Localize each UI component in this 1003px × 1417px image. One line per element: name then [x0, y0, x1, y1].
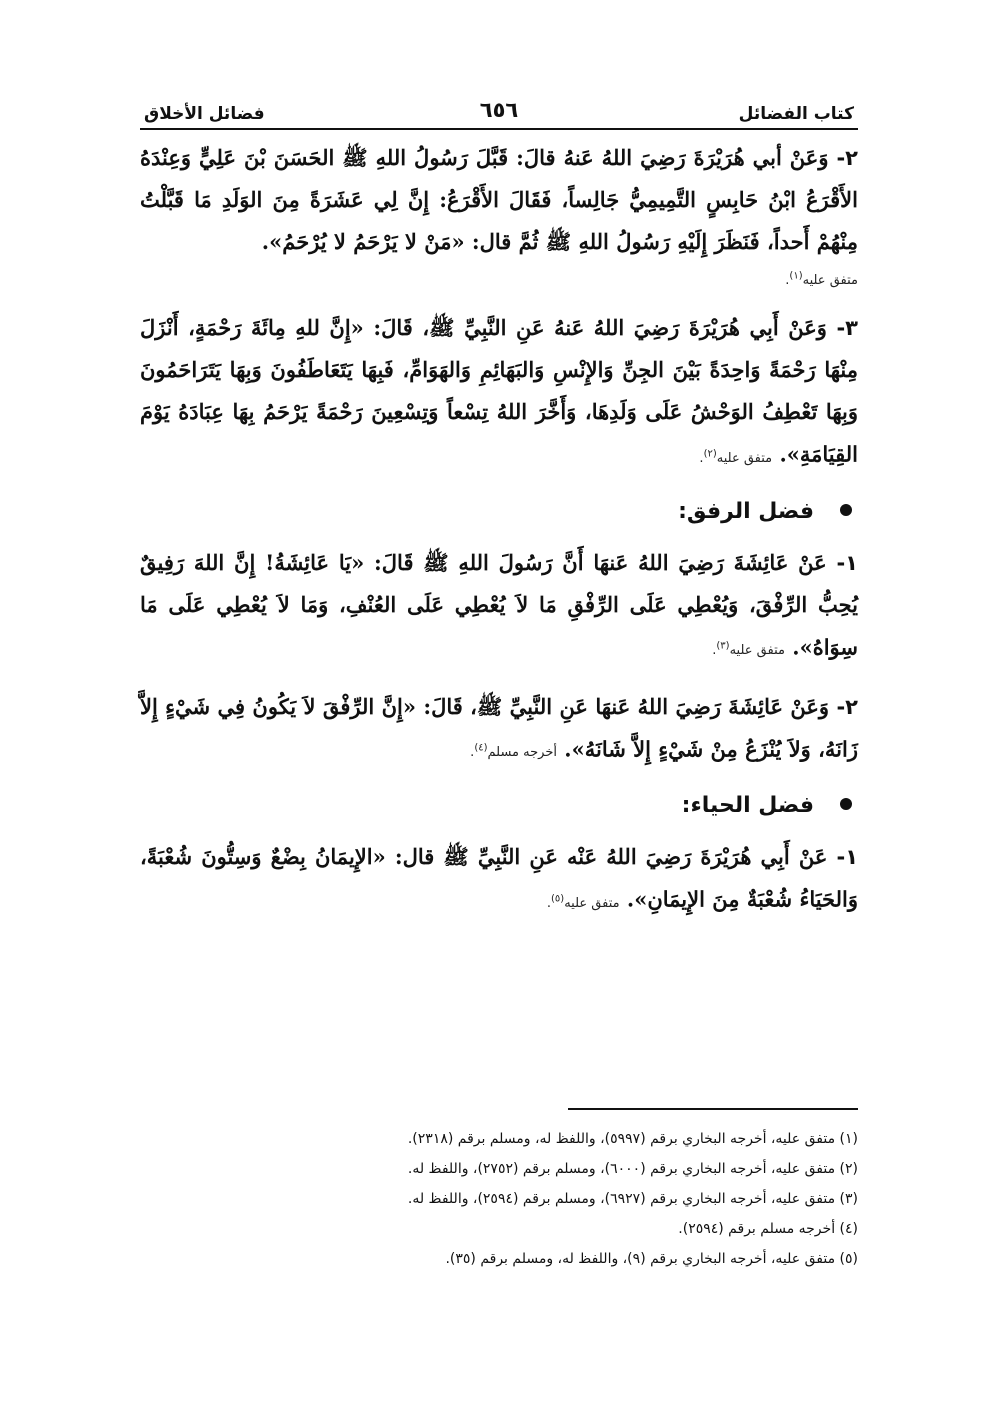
reference-source: متفق عليه$^{(٢)}$. — [699, 448, 773, 466]
hadith-paragraph — [140, 137, 858, 263]
bullet-icon — [840, 504, 852, 516]
reference-line — [140, 265, 858, 293]
main-text — [140, 137, 858, 939]
running-header — [140, 96, 858, 130]
hadith-number: ١- — [827, 845, 859, 870]
header-page-number: ٦٥٦ — [479, 98, 519, 122]
footnote: (٥) متفق عليه، أخرجه البخاري برقم (٩)، واللفظ له، ومسلم برقم (٣٥). — [445, 1251, 858, 1267]
header-book-title: كتاب الفضائل — [738, 104, 854, 124]
footnote-marker: (٢) — [703, 448, 717, 460]
hadith-text: عَنْ عَائِشَةَ رَضِيَ اللهُ عَنهَا أَنَّ رَسُولَ اللهِ ﷺ قَالَ: «يَا عَائِشَةُ! إِنَّ اللهَ رَفِيقٌ يُحِبُّ الرِّفْقَ، وَيُعْطِي عَلَى الرِّفْقِ مَا لاَ يُعْطِي عَلَى العُنْفِ، وَمَا لاَ يُعْطِي عَلَى مَا سِوَاهُ». — [140, 549, 858, 659]
section-heading — [140, 788, 858, 824]
footnotes — [140, 1124, 858, 1274]
hadith-number: ٣- — [826, 316, 858, 341]
footnote-marker: (٣) — [716, 640, 730, 652]
hadith-number: ٢- — [829, 694, 858, 719]
section-title: فضل الرفق: — [678, 498, 814, 524]
footnote: (٣) متفق عليه، أخرجه البخاري برقم (٦٩٢٧)، ومسلم برقم (٢٥٩٤)، واللفظ له. — [407, 1191, 858, 1207]
hadith-paragraph — [140, 542, 858, 672]
reference-source: متفق عليه$^{(٣)}$. — [712, 640, 785, 658]
hadith-paragraph — [140, 307, 858, 479]
footnote-marker: (٥) — [551, 893, 565, 905]
hadith-paragraph — [140, 686, 858, 774]
bullet-icon — [840, 798, 852, 810]
footnote-separator — [568, 1108, 858, 1110]
section-heading — [140, 494, 858, 530]
reference-source: متفق عليه$^{(١)}$. — [785, 271, 858, 289]
header-chapter-title: فضائل الأخلاق — [144, 104, 265, 124]
hadith-paragraph — [140, 836, 858, 924]
hadith-text: وَعَنْ أَبِي هُرَيْرَةَ رَضِيَ اللهُ عَنهُ عَنِ النَّبِيِّ ﷺ، قَالَ: «إِنَّ للهِ مِائَةَ رَحْمَةٍ، أَنْزَلَ مِنْهَا رَحْمَةً وَاحِدَةً بَيْنَ الجِنِّ وَالإِنْسِ وَالبَهَائِمِ وَالهَوَامِّ، فَبِهَا يَتَعَاطَفُونَ وَبِهَا يَتَرَاحَمُونَ وَبِهَا تَعْطِفُ الوَحْشُ عَلَى وَلَدِهَا، وَأَخَّرَ اللهُ تِسْعاً وَتِسْعِينَ رَحْمَةً يَرْحَمُ بِهَا عِبَادَهُ يَوْمَ القِيَامَةِ». — [140, 315, 858, 467]
footnote-marker: (١) — [789, 271, 803, 282]
section-title: فضل الحياء: — [681, 793, 814, 819]
reference-source: متفق عليه$^{(٥)}$. — [546, 893, 620, 911]
hadith-number: ١- — [826, 550, 858, 575]
footnote: (٢) متفق عليه، أخرجه البخاري برقم (٦٠٠٠)، ومسلم برقم (٢٧٥٢)، واللفظ له. — [407, 1161, 858, 1177]
hadith-text: وَعَنْ أبي هُرَيْرَةَ رَضِيَ اللهُ عَنهُ قالَ: قَبَّلَ رَسُولُ اللهِ ﷺ الحَسَنَ بْنَ عَلِيٍّ وَعِنْدَهُ الأَقْرَعُ ابْنُ حَابِسٍ التَّمِيمِيُّ جَالِساً، فَقَالَ الأَقْرَعُ: إِنَّ لِي عَشَرَةً مِنَ الوَلَدِ مَا قَبَّلْتُ مِنْهُمْ أَحداً، فَنَظَرَ إِلَيْهِ رَسُولُ اللهِ ﷺ ثُمَّ قال: «مَنْ لا يَرْحَمُ لا يُرْحَمُ». — [140, 145, 858, 254]
reference-source: أخرجه مسلم$^{(٤)}$. — [470, 742, 557, 761]
footnote: (٤) أخرجه مسلم برقم (٢٥٩٤). — [678, 1221, 858, 1237]
footnote-marker: (٤) — [474, 742, 488, 754]
hadith-text: وَعَنْ عَائِشَةَ رَضِيَ اللهُ عَنهَا عَنِ النَّبِيِّ ﷺ، قَالَ: «إِنَّ الرِّفْقَ لاَ يَكُونُ فِي شَيْءٍ إِلاَّ زَانَهُ، وَلاَ يُنْزَعُ مِنْ شَيْءٍ إِلاَّ شَانَهُ». — [140, 693, 858, 762]
footnote: (١) متفق عليه، أخرجه البخاري برقم (٥٩٩٧)، واللفظ له، ومسلم برقم (٢٣١٨). — [407, 1131, 858, 1147]
hadith-text: عَنْ أَبِي هُرَيْرَةَ رَضِيَ اللهُ عَنْه عَنِ النَّبِيِّ ﷺ قال: «الإِيمَانُ بِضْعٌ وَسِتُّونَ شُعْبَةً، وَالحَيَاءُ شُعْبَةٌ مِنَ الإِيمَانِ». — [140, 844, 858, 912]
hadith-number: ٢- — [828, 146, 858, 170]
